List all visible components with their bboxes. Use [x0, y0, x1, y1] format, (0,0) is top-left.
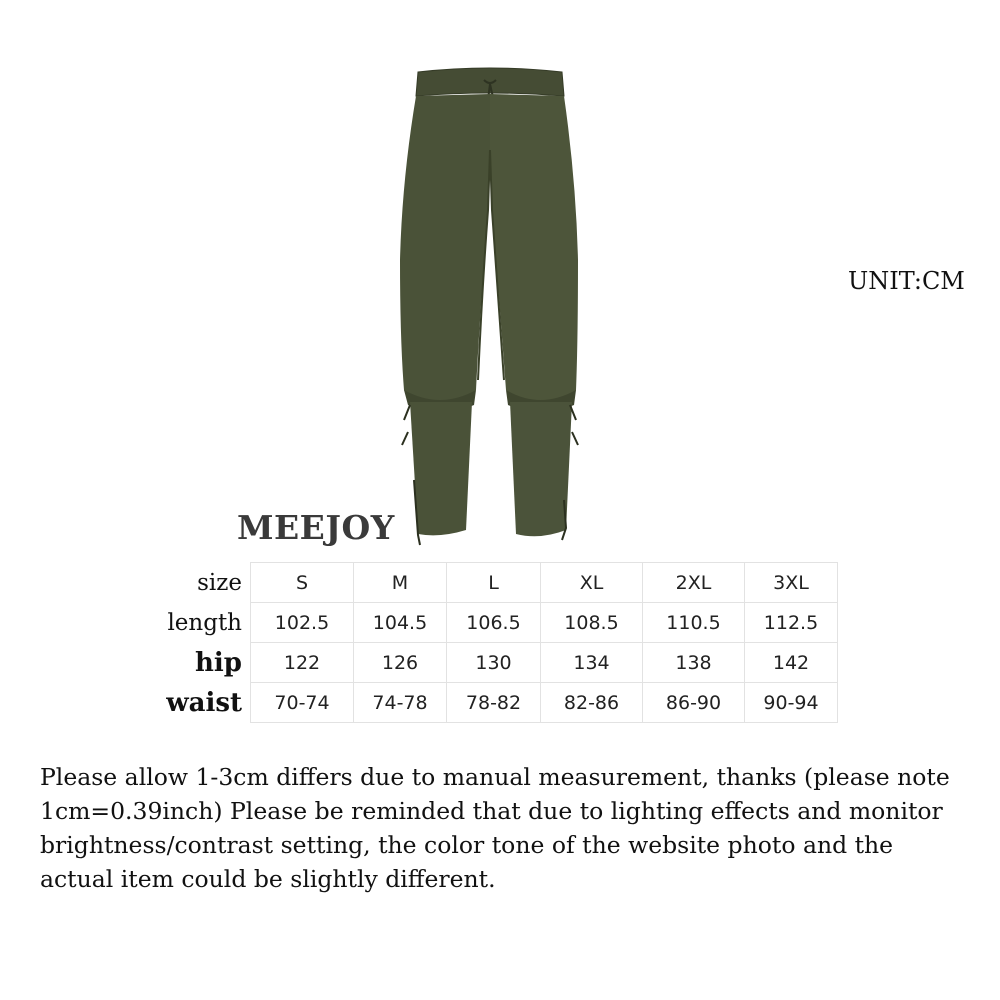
table-cell: S	[251, 563, 354, 603]
table-cell: 82-86	[541, 683, 643, 723]
table-row	[150, 563, 838, 603]
table-cell: 126	[354, 643, 447, 683]
table-cell: 122	[251, 643, 354, 683]
table-cell: M	[354, 563, 447, 603]
brand-logo: MEEJOY	[237, 508, 395, 547]
product-image	[380, 60, 600, 550]
table-cell: 142	[745, 643, 838, 683]
table-cell: 138	[643, 643, 745, 683]
table-row	[150, 643, 838, 683]
row-label-waist: waist	[166, 687, 242, 718]
table-cell: 78-82	[447, 683, 541, 723]
row-label-size: size	[197, 569, 242, 596]
row-label-hip: hip	[195, 647, 242, 678]
table-cell: 74-78	[354, 683, 447, 723]
table-cell: 3XL	[745, 563, 838, 603]
table-cell: 102.5	[251, 603, 354, 643]
table-cell: 130	[447, 643, 541, 683]
table-cell: 110.5	[643, 603, 745, 643]
table-row	[150, 683, 838, 723]
table-cell: 108.5	[541, 603, 643, 643]
table-cell: 70-74	[251, 683, 354, 723]
row-label-length: length	[167, 609, 242, 636]
table-cell: 86-90	[643, 683, 745, 723]
table-row	[150, 603, 838, 643]
table-cell: XL	[541, 563, 643, 603]
trousers-illustration	[380, 60, 600, 550]
table-cell: L	[447, 563, 541, 603]
table-cell: 134	[541, 643, 643, 683]
table-cell: 106.5	[447, 603, 541, 643]
measurement-note: Please allow 1-3cm differs due to manual measurement, thanks (please note 1cm=0.39inch) Please be reminded that due to lighting effects and monitor brightness/contrast setting, the color tone of the website photo and the actual item could be slightly different.	[40, 763, 950, 893]
unit-label: UNIT:CM	[848, 267, 965, 295]
table-cell: 112.5	[745, 603, 838, 643]
table-cell: 104.5	[354, 603, 447, 643]
table-cell: 90-94	[745, 683, 838, 723]
size-chart-table	[150, 562, 838, 723]
table-cell: 2XL	[643, 563, 745, 603]
